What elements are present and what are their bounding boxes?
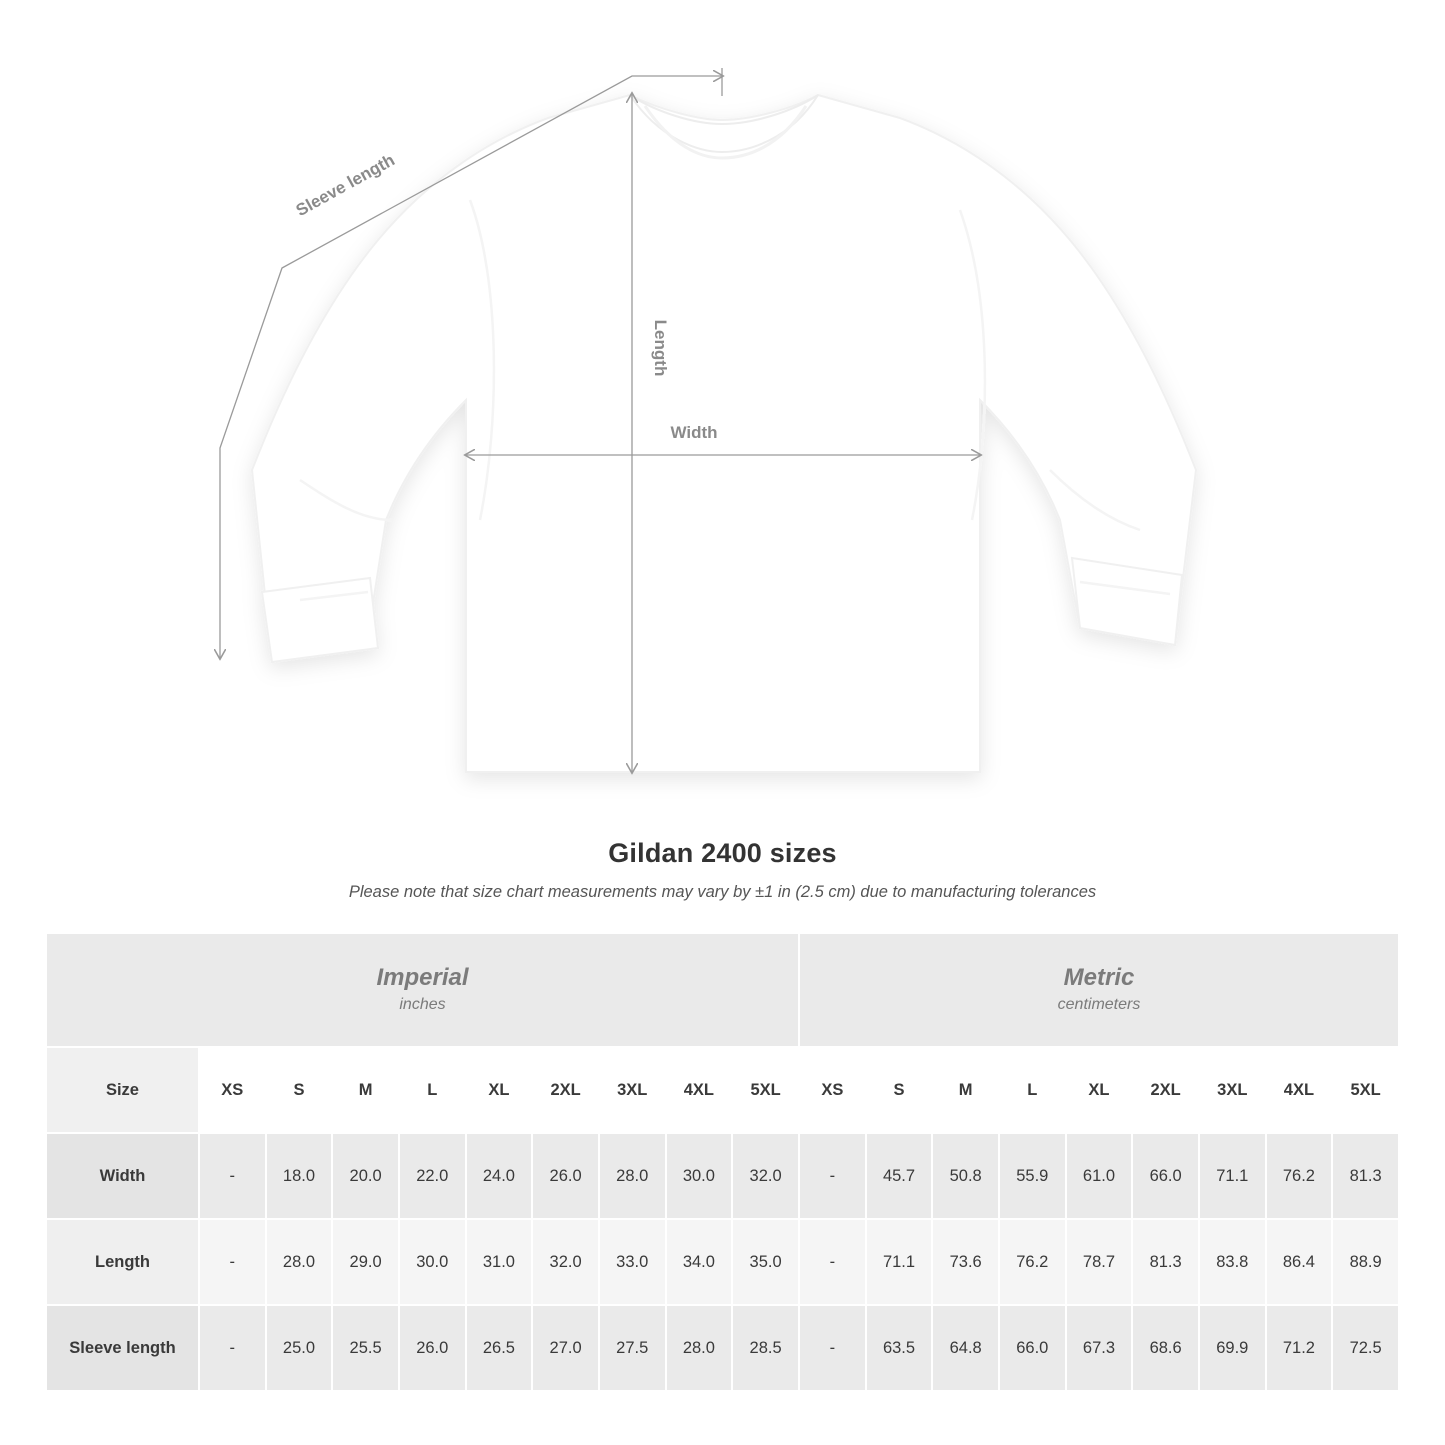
cell: 28.0 (599, 1133, 666, 1219)
cell: 88.9 (1332, 1219, 1399, 1305)
cell: 25.0 (266, 1305, 333, 1391)
cell: 50.8 (932, 1133, 999, 1219)
cell: 61.0 (1066, 1133, 1133, 1219)
column-header-cell: 2XL (1132, 1047, 1199, 1133)
size-header-cell: Size (46, 1047, 199, 1133)
row-label-sleeve-length: Sleeve length (46, 1305, 199, 1391)
column-header-cell: L (999, 1047, 1066, 1133)
column-header-cell: L (399, 1047, 466, 1133)
unit-group-metric-sub: centimeters (1057, 996, 1141, 1013)
cell: 32.0 (732, 1133, 799, 1219)
column-header-cell: M (932, 1047, 999, 1133)
cell: 63.5 (866, 1305, 933, 1391)
cell: 29.0 (332, 1219, 399, 1305)
cell: 30.0 (399, 1219, 466, 1305)
column-header-cell: S (266, 1047, 333, 1133)
cell: 26.0 (532, 1133, 599, 1219)
column-header-row (46, 1047, 1399, 1133)
cell: 28.0 (666, 1305, 733, 1391)
column-header-cell: 5XL (1332, 1047, 1399, 1133)
cell: 68.6 (1132, 1305, 1199, 1391)
unit-group-metric (799, 933, 1399, 1047)
cell: 71.2 (1266, 1305, 1333, 1391)
row-label-length: Length (46, 1219, 199, 1305)
width-label: Width (670, 423, 718, 442)
table-row (46, 1133, 1399, 1219)
cell: 83.8 (1199, 1219, 1266, 1305)
unit-group-metric-name: Metric (1063, 964, 1135, 991)
cell: 32.0 (532, 1219, 599, 1305)
cell: 73.6 (932, 1219, 999, 1305)
cell: 18.0 (266, 1133, 333, 1219)
cell: - (199, 1219, 266, 1305)
cell: 20.0 (332, 1133, 399, 1219)
cell: 26.0 (399, 1305, 466, 1391)
shirt-shape (252, 95, 1196, 772)
cell: 76.2 (999, 1219, 1066, 1305)
cell: 76.2 (1266, 1133, 1333, 1219)
unit-group-imperial-sub: inches (399, 996, 446, 1013)
cell: 45.7 (866, 1133, 933, 1219)
cell: 81.3 (1132, 1219, 1199, 1305)
cell: 67.3 (1066, 1305, 1133, 1391)
cell: 25.5 (332, 1305, 399, 1391)
table-row (46, 1305, 1399, 1391)
unit-group-imperial (46, 933, 799, 1047)
column-header-cell: 4XL (1266, 1047, 1333, 1133)
cell: - (199, 1305, 266, 1391)
cell: 26.5 (466, 1305, 533, 1391)
column-header-cell: 4XL (666, 1047, 733, 1133)
cell: 28.5 (732, 1305, 799, 1391)
cell: 35.0 (732, 1219, 799, 1305)
cell: 78.7 (1066, 1219, 1133, 1305)
cell: - (199, 1133, 266, 1219)
cell: 72.5 (1332, 1305, 1399, 1391)
column-header-cell: XS (799, 1047, 866, 1133)
cell: 30.0 (666, 1133, 733, 1219)
cell: 66.0 (999, 1305, 1066, 1391)
length-label: Length (651, 319, 670, 377)
cell: 64.8 (932, 1305, 999, 1391)
size-table (45, 932, 1400, 1392)
column-header-cell: 3XL (599, 1047, 666, 1133)
cell: 31.0 (466, 1219, 533, 1305)
column-header-cell: M (332, 1047, 399, 1133)
column-header-cell: 3XL (1199, 1047, 1266, 1133)
size-table-wrapper (45, 932, 1400, 1392)
column-header-cell: S (866, 1047, 933, 1133)
cell: 28.0 (266, 1219, 333, 1305)
cell: 66.0 (1132, 1133, 1199, 1219)
chart-note: Please note that size chart measurements may vary by ±1 in (2.5 cm) due to manufacturing tolerances (348, 883, 1097, 901)
sleeve-length-label: Sleeve length (292, 150, 398, 221)
column-header-cell: XL (1066, 1047, 1133, 1133)
table-row (46, 1219, 1399, 1305)
column-header-cell: 5XL (732, 1047, 799, 1133)
cell: - (799, 1219, 866, 1305)
column-header-cell: 2XL (532, 1047, 599, 1133)
cell: 71.1 (866, 1219, 933, 1305)
cell: 69.9 (1199, 1305, 1266, 1391)
cell: - (799, 1305, 866, 1391)
cell: 71.1 (1199, 1133, 1266, 1219)
column-header-cell: XS (199, 1047, 266, 1133)
cell: 24.0 (466, 1133, 533, 1219)
cell: 27.0 (532, 1305, 599, 1391)
cell: - (799, 1133, 866, 1219)
row-label-width: Width (46, 1133, 199, 1219)
unit-header-row (46, 933, 1399, 1047)
chart-title: Gildan 2400 sizes (608, 838, 837, 868)
cell: 86.4 (1266, 1219, 1333, 1305)
column-header-cell: XL (466, 1047, 533, 1133)
cell: 81.3 (1332, 1133, 1399, 1219)
unit-group-imperial-name: Imperial (376, 964, 469, 991)
cell: 27.5 (599, 1305, 666, 1391)
cell: 22.0 (399, 1133, 466, 1219)
cell: 55.9 (999, 1133, 1066, 1219)
cell: 33.0 (599, 1219, 666, 1305)
cell: 34.0 (666, 1219, 733, 1305)
